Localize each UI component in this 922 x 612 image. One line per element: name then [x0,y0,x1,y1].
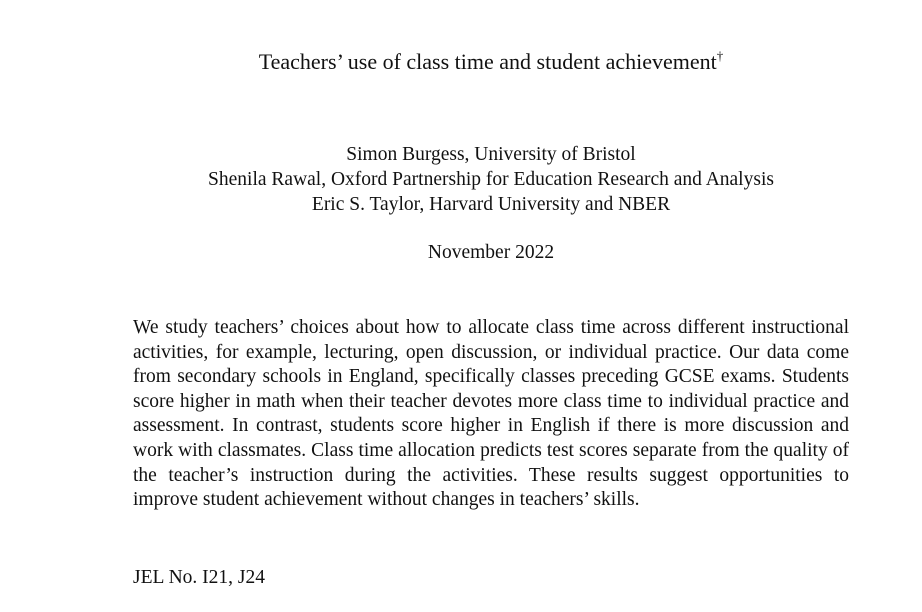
jel-codes: JEL No. I21, J24 [133,567,265,588]
author-line: Simon Burgess, University of Bristol [346,144,636,165]
abstract-paragraph: We study teachers’ choices about how to allocate class time across different instructional activities, for example, lecturing, open discussion, or individual practice. Our data come from secondary schools in England, specifically classes preceding GCSE exams. Students score higher in math when their teacher devotes more class time to individual practice and assessment. In contrast, students score higher in English if there is more discussion and work with classmates. Class time allocation predicts test scores separate from the quality of the teacher’s instruction during the activities. These results suggest opportunities to improve student achievement without changes in teachers’ skills. [133,317,849,511]
publication-date: November 2022 [427,242,555,263]
title-footnote-mark: † [716,48,724,63]
author-list [0,142,922,217]
author-line: Shenila Rawal, Oxford Partnership for Education Research and Analysis [208,169,774,190]
author-line: Eric S. Taylor, Harvard University and NBER [311,194,671,215]
paper-title [0,47,922,77]
paper-title-text: Teachers’ use of class time and student achievement [258,49,717,74]
